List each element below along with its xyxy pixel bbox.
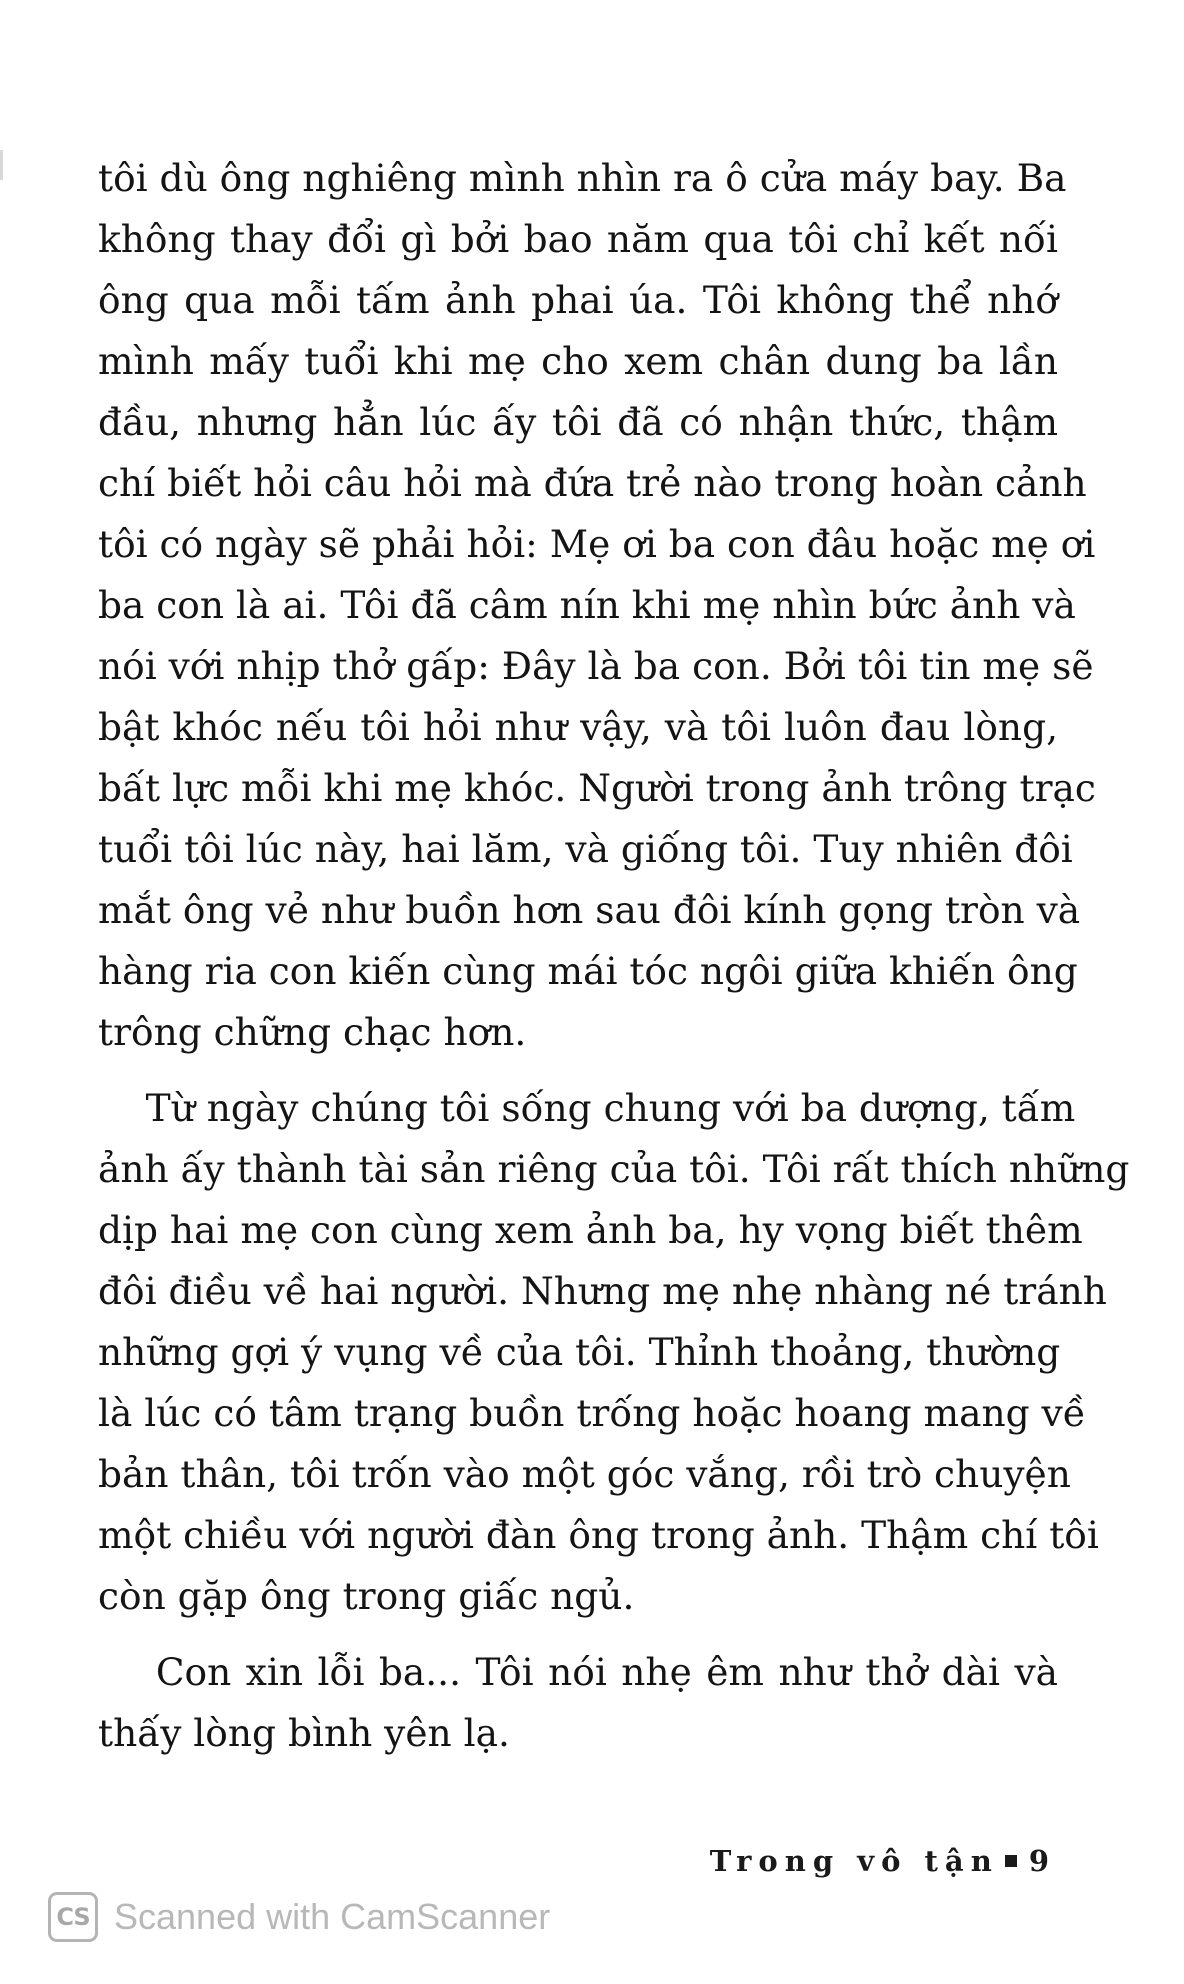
text-line: chí biết hỏi câu hỏi mà đứa trẻ nào trong hoàn cảnh — [98, 461, 1087, 505]
text-line: ảnh ấy thành tài sản riêng của tôi. Tôi rất thích những — [98, 1147, 1130, 1191]
scan-edge-mark — [0, 150, 3, 180]
text-line: thấy lòng bình yên lạ. — [98, 1711, 510, 1755]
text-line: ông qua mỗi tấm ảnh phai úa. Tôi không thể nhớ — [98, 278, 1058, 322]
paragraph-2 — [98, 1078, 1130, 1627]
text-line: trông chững chạc hơn. — [98, 1010, 527, 1054]
text-line: đôi điều về hai người. Nhưng mẹ nhẹ nhàng né tránh — [98, 1269, 1107, 1313]
text-line: nói với nhịp thở gấp: Đây là ba con. Bởi tôi tin mẹ sẽ — [98, 644, 1094, 688]
running-footer — [710, 1844, 1056, 1878]
watermark-text: Scanned with CamScanner — [114, 1896, 551, 1937]
text-line: mình mấy tuổi khi mẹ cho xem chân dung ba lần — [98, 339, 1058, 383]
paragraph-gap — [98, 1627, 1058, 1642]
text-line: hàng ria con kiến cùng mái tóc ngôi giữa khiến ông — [98, 949, 1078, 993]
text-line: Con xin lỗi ba... Tôi nói nhẹ êm như thở dài và — [98, 1650, 1058, 1694]
text-line: bất lực mỗi khi mẹ khóc. Người trong ảnh trông trạc — [98, 766, 1096, 810]
bullet-square-icon — [1005, 1855, 1017, 1867]
page-number: 9 — [1028, 1844, 1056, 1878]
text-line: những gợi ý vụng về của tôi. Thỉnh thoảng, thường — [98, 1330, 1061, 1374]
text-line: tuổi tôi lúc này, hai lăm, và giống tôi. Tuy nhiên đôi — [98, 827, 1073, 871]
text-line: ba con là ai. Tôi đã câm nín khi mẹ nhìn bức ảnh và — [98, 583, 1076, 627]
text-line: không thay đổi gì bởi bao năm qua tôi chỉ kết nối — [98, 217, 1058, 261]
text-line: Từ ngày chúng tôi sống chung với ba dượng, tấm — [98, 1086, 1076, 1130]
paragraph-3 — [98, 1642, 1058, 1764]
text-line: một chiều với người đàn ông trong ảnh. Thậm chí tôi — [98, 1513, 1099, 1557]
paragraph-1 — [98, 148, 1096, 1063]
text-line: đầu, nhưng hẳn lúc ấy tôi đã có nhận thức, thậm — [98, 400, 1058, 444]
text-line: dịp hai mẹ con cùng xem ảnh ba, hy vọng biết thêm — [98, 1208, 1083, 1252]
text-line: còn gặp ông trong giấc ngủ. — [98, 1574, 635, 1618]
camscanner-watermark — [48, 1892, 550, 1942]
text-line: tôi dù ông nghiêng mình nhìn ra ô cửa máy bay. Ba — [98, 156, 1067, 200]
camscanner-logo-icon: CS — [48, 1892, 98, 1942]
body-text — [98, 148, 1130, 1764]
text-line: tôi có ngày sẽ phải hỏi: Mẹ ơi ba con đâu hoặc mẹ ơi — [98, 522, 1096, 566]
text-line: bật khóc nếu tôi hỏi như vậy, và tôi luôn đau lòng, — [98, 705, 1058, 749]
book-title: Trong vô tận — [709, 1844, 999, 1878]
text-line: là lúc có tâm trạng buồn trống hoặc hoang mang về — [98, 1391, 1086, 1435]
text-line: mắt ông vẻ như buồn hơn sau đôi kính gọng tròn và — [98, 888, 1081, 932]
text-line: bản thân, tôi trốn vào một góc vắng, rồi trò chuyện — [98, 1452, 1071, 1496]
paragraph-gap — [98, 1063, 1058, 1078]
